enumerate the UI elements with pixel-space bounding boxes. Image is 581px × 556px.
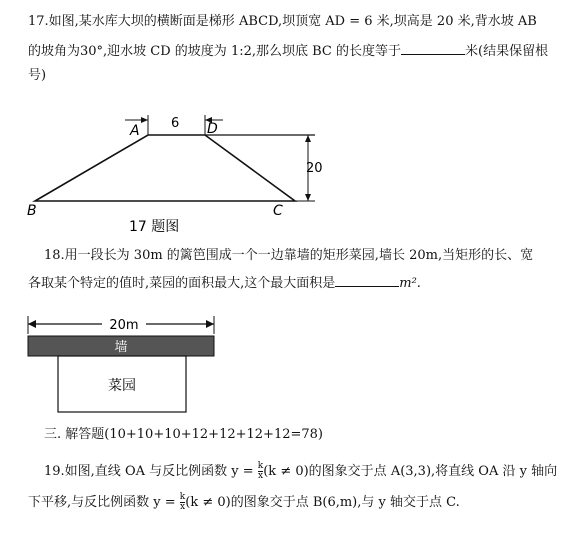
height-arrowhead-top	[305, 135, 311, 142]
label-a: A	[130, 123, 140, 139]
wall-label: 墙	[114, 340, 128, 355]
q19-fraction-1: $\frac{k}{x}$	[257, 461, 264, 481]
section-3-heading: 三. 解答题(10+10+10+12+12+12+12=78)	[44, 427, 323, 442]
label-top-width: 6	[171, 116, 180, 131]
q19-line-1-end: (k ≠ 0)的图象交于点 A(3,3),将直线 OA 沿 y 轴向	[263, 464, 558, 479]
q17-line-2-end: 米(结果保留根	[465, 44, 549, 59]
q19-line-1-start: 19.如图,直线 OA 与反比例函数 y =	[44, 464, 254, 479]
figure-17-caption: 17 题图	[129, 219, 180, 235]
q18-unit: m².	[399, 276, 421, 291]
garden-label: 菜园	[108, 378, 136, 394]
q19-line-2-start: 下平移,与反比例函数 y =	[28, 495, 176, 510]
q18-line-2-start: 各取某个特定的值时,菜园的面积最大,这个最大面积是	[28, 276, 336, 291]
label-d: D	[207, 121, 218, 137]
q18-line-2	[28, 274, 421, 292]
label-height: 20	[306, 161, 323, 176]
q19-line-1	[44, 462, 557, 481]
q17-line-2-start: 的坡角为30°,迎水坡 CD 的坡度为 1:2,那么坝底 BC 的长度等于	[28, 44, 402, 59]
label-b: B	[27, 203, 37, 219]
length-arrowhead-right	[206, 320, 214, 328]
q17-line-3: 号)	[28, 68, 47, 83]
figure-17-dam	[25, 105, 345, 240]
label-c: C	[273, 203, 283, 219]
q18-answer-blank	[335, 274, 399, 287]
dam-trapezoid	[35, 135, 295, 201]
width-arrowhead-left	[141, 117, 148, 123]
q19-line-2	[28, 493, 460, 512]
q17-line-2	[28, 42, 548, 60]
q17-answer-blank	[401, 42, 465, 55]
height-arrowhead-bottom	[305, 194, 311, 201]
figure-18-garden	[22, 310, 222, 420]
q19-line-2-end: (k ≠ 0)的图象交于点 B(6,m),与 y 轴交于点 C.	[185, 495, 460, 510]
q17-line-1: 17.如图,某水库大坝的横断面是梯形 ABCD,坝顶宽 AD = 6 米,坝高是 20 米,背水坡 AB	[28, 14, 537, 29]
q18-line-1: 18.用一段长为 30m 的篱笆围成一个一边靠墙的矩形菜园,墙长 20m,当矩形的长、宽	[44, 248, 534, 263]
length-arrowhead-left	[28, 320, 36, 328]
length-label: 20m	[109, 318, 139, 333]
q19-fraction-2: $\frac{k}{x}$	[179, 492, 186, 512]
